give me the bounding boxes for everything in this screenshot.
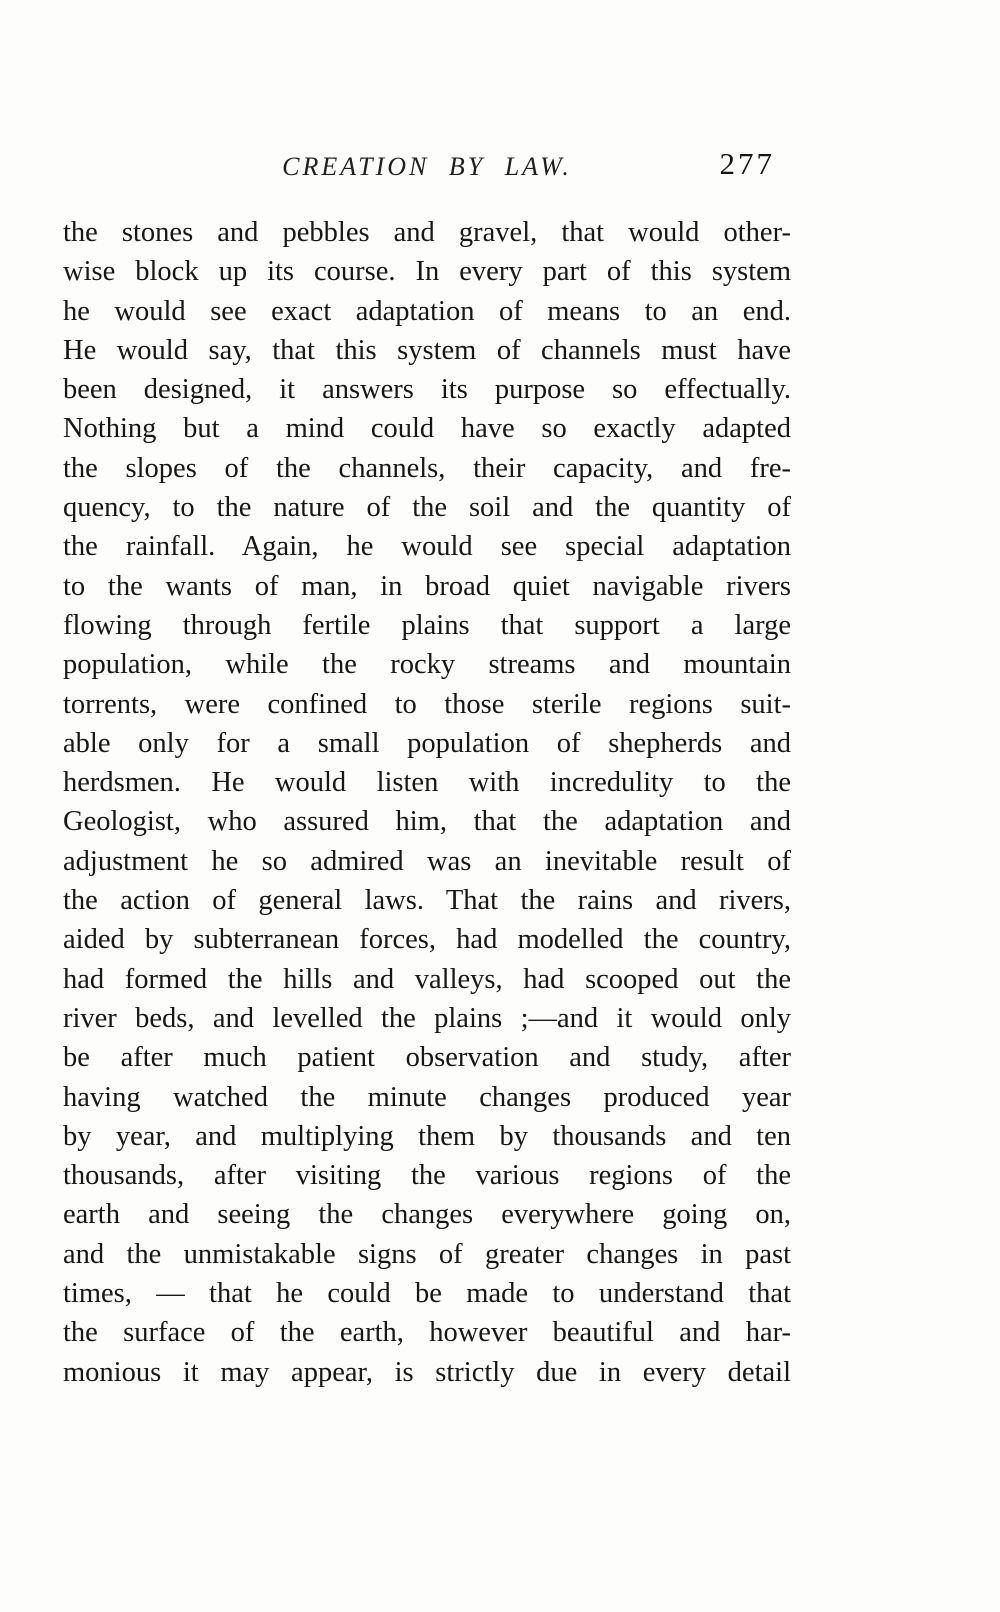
text-line: had formed the hills and valleys, had scooped out the <box>63 963 791 995</box>
text-line: the slopes of the channels, their capacity, and fre- <box>63 452 791 484</box>
text-line: to the wants of man, in broad quiet navigable rivers <box>63 570 791 602</box>
text-line: adjustment he so admired was an inevitable result of <box>63 845 791 877</box>
text-line: earth and seeing the changes everywhere going on, <box>63 1199 791 1231</box>
text-line: the action of general laws. That the rains and rivers, <box>63 885 791 917</box>
text-line: the rainfall. Again, he would see special adaptation <box>63 531 791 563</box>
text-line: able only for a small population of shepherds and <box>63 727 791 759</box>
text-line: He would say, that this system of channels must have <box>63 334 791 366</box>
text-line: Geologist, who assured him, that the adaptation and <box>63 806 791 838</box>
text-line: herdsmen. He would listen with incredulity to the <box>63 767 791 799</box>
text-line: the stones and pebbles and gravel, that would other- <box>63 217 791 248</box>
body-text <box>63 213 791 1392</box>
text-line: be after much patient observation and study, after <box>63 1042 791 1074</box>
text-line: thousands, after visiting the various regions of the <box>63 1160 791 1192</box>
text-line: the surface of the earth, however beautiful and har- <box>63 1317 791 1349</box>
page-number: 277 <box>719 146 775 181</box>
running-header <box>63 146 791 190</box>
text-line: quency, to the nature of the soil and the quantity of <box>63 492 791 524</box>
text-line: times, — that he could be made to understand that <box>63 1278 791 1310</box>
header-title: CREATION BY LAW. <box>282 152 572 181</box>
text-line: torrents, were confined to those sterile regions suit- <box>63 688 791 720</box>
text-line: been designed, it answers its purpose so effectually. <box>63 374 791 406</box>
text-line: Nothing but a mind could have so exactly adapted <box>63 413 791 445</box>
text-line: flowing through fertile plains that support a large <box>63 609 791 641</box>
text-line: having watched the minute changes produced year <box>63 1081 791 1113</box>
text-line: aided by subterranean forces, had modelled the country, <box>63 924 791 956</box>
text-line: monious it may appear, is strictly due in every detail <box>63 1356 791 1388</box>
text-line: river beds, and levelled the plains ;—and it would only <box>63 1002 791 1034</box>
text-line: he would see exact adaptation of means to an end. <box>63 295 791 327</box>
text-line: wise block up its course. In every part of this system <box>63 256 791 288</box>
text-line: and the unmistakable signs of greater changes in past <box>63 1238 791 1270</box>
text-line: by year, and multiplying them by thousands and ten <box>63 1120 791 1152</box>
text-line: population, while the rocky streams and mountain <box>63 649 791 681</box>
